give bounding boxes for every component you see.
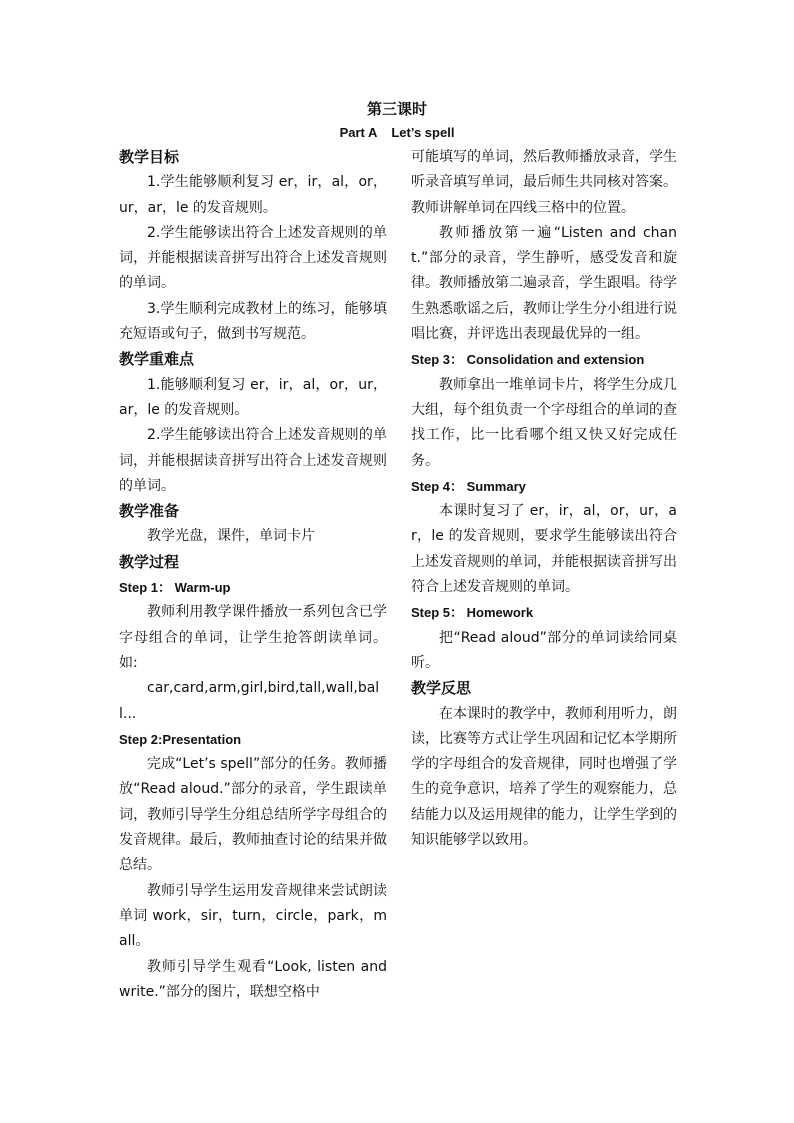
paragraph: 教师播放第一遍“Listen and chant.”部分的录音，学生静听，感受发音和旋律。教师播放第二遍录音，学生跟唱。待学生熟悉歌谣之后，教师让学生分小组进行说唱比赛，并评选出表现最优异的一组。 — [411, 224, 677, 343]
paragraph: 教师引导学生观看“Look, listen and write.”部分的图片，联想空格中 — [119, 958, 387, 1000]
right-column — [411, 145, 677, 853]
heading-teaching-process: 教学过程 — [119, 552, 180, 571]
paragraph: 在本课时的教学中，教师利用听力，朗读，比赛等方式让学生巩固和记忆本学期所学的字母组合的发音规律，同时也增强了学生的竞争意识，培养了学生的观察能力，总结能力以及运用规律的能力，让学生学到的知识能够学以致用。 — [411, 705, 677, 849]
heading-preparation: 教学准备 — [119, 502, 180, 521]
paragraph: 1.学生能够顺利复习 er，ir，al，or，ur，ar，le 的发音规则。 — [119, 174, 387, 216]
left-column — [119, 145, 387, 1005]
step-heading: Step 4： Summary — [411, 478, 526, 494]
paragraph: 2.学生能够读出符合上述发音规则的单词，并能根据读音拼写出符合上述发音规则的单词。 — [119, 427, 387, 494]
page-title: 第三课时 — [366, 100, 427, 118]
paragraph-continued: 可能填写的单词，然后教师播放录音，学生听录音填写单词，最后师生共同核对答案。教师讲解单词在四线三格中的位置。 — [411, 149, 677, 216]
paragraph: 教师引导学生运用发音规律来尝试朗读单词 work，sir，turn，circle，park，mall。 — [119, 882, 387, 950]
paragraph: 3.学生顺利完成教材上的练习，能够填充短语或句子，做到书写规范。 — [119, 300, 387, 343]
heading-reflection: 教学反思 — [411, 679, 472, 698]
step-heading: Step 2:Presentation — [119, 731, 242, 747]
heading-teaching-objectives: 教学目标 — [119, 148, 180, 166]
paragraph: 教师拿出一堆单词卡片，将学生分成几大组，每个组负责一个字母组合的单词的查找工作，比一比看哪个组又快又好完成任务。 — [411, 376, 677, 469]
word-list: car,card,arm,girl,bird,tall,wall,ball... — [119, 680, 380, 722]
paragraph: 1.能够顺利复习 er，ir，al，or，ur，ar，le 的发音规则。 — [119, 376, 387, 418]
page-subtitle: Part A Let’s spell — [339, 125, 455, 140]
paragraph: 2.学生能够读出符合上述发音规则的单词，并能根据读音拼写出符合上述发音规则的单词。 — [119, 224, 387, 292]
paragraph: 完成“Let’s spell”部分的任务。教师播放“Read aloud.”部分的录音，学生跟读单词，教师引导学生分组总结所学字母组合的发音规律。最后，教师抽查讨论的结果并做总结。 — [119, 756, 387, 874]
paragraph: 教师利用教学课件播放一系列包含已学字母组合的单词，让学生抢答朗读单词。如: — [119, 604, 387, 671]
paragraph: 把“Read aloud”部分的单词读给同桌听。 — [411, 629, 677, 671]
step-heading: Step 3： Consolidation and extension — [411, 352, 645, 368]
step-heading: Step 1： Warm-up — [119, 580, 231, 596]
step-heading: Step 5： Homework — [411, 605, 534, 621]
paragraph: 本课时复习了 er，ir，al，or，ur，ar，le 的发音规则，要求学生能够读出符合上述发音规则的单词，并能根据读音拼写出符合上述发音规则的单词。 — [411, 503, 677, 596]
paragraph: 教学光盘，课件，单词卡片 — [147, 528, 315, 545]
heading-key-points: 教学重难点 — [119, 350, 195, 369]
